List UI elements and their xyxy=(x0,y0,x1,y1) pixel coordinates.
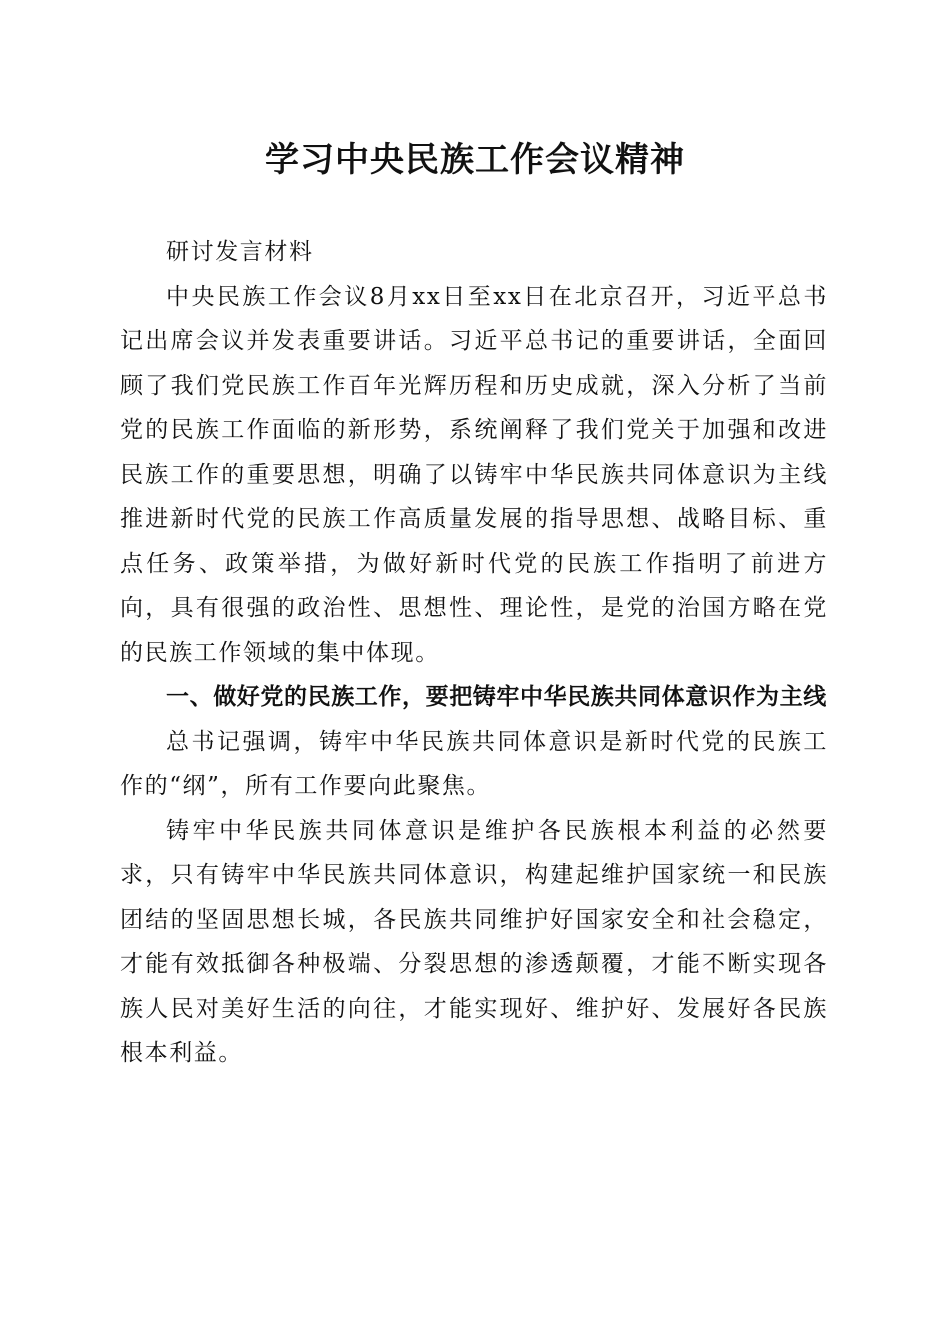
document-subtitle: 研讨发言材料 xyxy=(166,239,314,265)
document-body xyxy=(120,230,828,1076)
paragraph-intro: 中央民族工作会议8月xx日至xx日在北京召开，习近平总书记出席会议并发表重要讲话。习近平总书记的重要讲话，全面回顾了我们党民族工作百年光辉历程和历史成就，深入分析了当前党的民族工作面临的新形势，系统阐释了我们党关于加强和改进民族工作的重要思想，明确了以铸牢中华民族共同体意识为主线推进新时代党的民族工作高质量发展的指导思想、战略目标、重点任务、政策举措，为做好新时代党的民族工作指明了前进方向，具有很强的政治性、思想性、理论性，是党的治国方略在党的民族工作领域的集中体现。 xyxy=(120,283,828,666)
section-heading-1: 一、做好党的民族工作，要把铸牢中华民族共同体意识作为主线 xyxy=(166,684,827,710)
paragraph-2: 总书记强调，铸牢中华民族共同体意识是新时代党的民族工作的“纲”，所有工作要向此聚焦。 xyxy=(120,728,828,799)
paragraph-3: 铸牢中华民族共同体意识是维护各民族根本利益的必然要求，只有铸牢中华民族共同体意识，构建起维护国家统一和民族团结的坚固思想长城，各民族共同维护好国家安全和社会稳定，才能有效抵御各种极端、分裂思想的渗透颠覆，才能不断实现各族人民对美好生活的向往，才能实现好、维护好、发展好各民族根本利益。 xyxy=(120,817,828,1066)
document-title: 学习中央民族工作会议精神 xyxy=(265,140,685,180)
